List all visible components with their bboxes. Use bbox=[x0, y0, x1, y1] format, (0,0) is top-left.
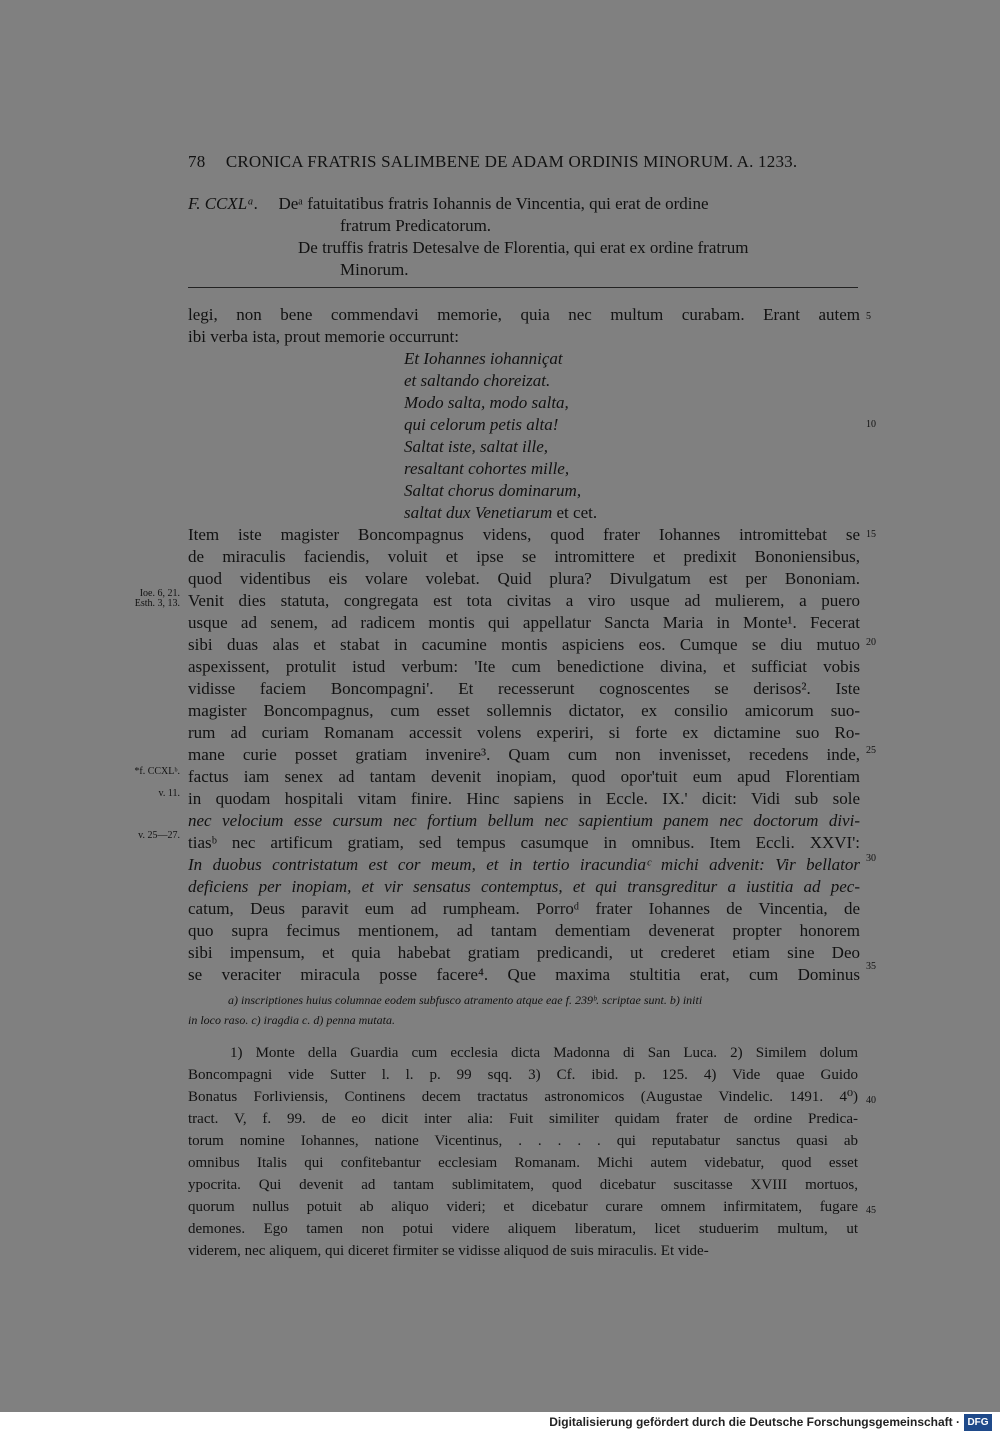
note-line: torum nomine Iohannes, natione Vicentinus, . . . . . qui reputabatur sanctus quasi ab bbox=[188, 1133, 858, 1149]
verse-line: Saltat iste, saltat ille, bbox=[404, 437, 549, 456]
verse-line: qui celorum petis alta! bbox=[404, 415, 559, 434]
line-number: 25 bbox=[866, 745, 876, 756]
note-line: 1) Monte della Guardia cum ecclesia dicta Madonna di San Luca. 2) Similem dolum bbox=[230, 1045, 858, 1061]
verse-line: Modo salta, modo salta, bbox=[404, 393, 569, 412]
note-line: omnibus Italis qui confitebantur ecclesiam Romanam. Michi autem videbatur, quod esset bbox=[188, 1155, 858, 1171]
rubric-text-1: Deᵃ fatuitatibus fratris Iohannis de Vincentia, qui erat de ordine bbox=[278, 194, 709, 213]
apparatus-line: a) inscriptiones huius columnae eodem subfusco atramento atque eae f. 239ᵇ. scriptae sunt. b) initi bbox=[228, 993, 703, 1007]
running-title: CRONICA FRATRIS SALIMBENE DE ADAM ORDINIS MINORUM. A. 1233. bbox=[225, 152, 798, 171]
line-number: 30 bbox=[866, 853, 876, 864]
page-number: 78 bbox=[188, 152, 206, 171]
rubric-line-2: fratrum Predicatorum. bbox=[340, 216, 492, 235]
margin-ref: *f. CCXLᵇ. bbox=[134, 766, 180, 777]
text-line: Venit dies statuta, congregata est tota civitas a viro usque ad mulierem, a puero bbox=[188, 591, 860, 610]
line-number: 35 bbox=[866, 961, 876, 972]
text-line: deficiens per inopiam, et vir sensatus contemptus, et qui transgreditur a iustitia ad pec- bbox=[188, 877, 860, 896]
verse-line: Et Iohannes iohanniçat bbox=[404, 349, 563, 368]
note-line: Boncompagni vide Sutter l. l. p. 99 sqq. 3) Cf. ibid. p. 125. 4) Vide quae Guido bbox=[188, 1067, 858, 1083]
footnotes bbox=[188, 1042, 858, 1262]
verse-line: resaltant cohortes mille, bbox=[404, 459, 570, 478]
text-line: se veraciter miracula posse facere⁴. Que maxima stultitia erat, cum Dominus bbox=[188, 965, 860, 984]
critical-apparatus bbox=[188, 990, 858, 1030]
text-line: Item iste magister Boncompagnus videns, quod frater Iohannes intromittebat se bbox=[188, 525, 860, 544]
running-head bbox=[188, 152, 828, 172]
funding-text: Digitalisierung gefördert durch die Deutsche Forschungsgemeinschaft · bbox=[549, 1415, 960, 1429]
line-number: 40 bbox=[866, 1095, 876, 1106]
main-text bbox=[188, 304, 860, 986]
note-line: tract. V, f. 99. de eo dicit inter alia: Fuit similiter quidam frater de ordine Predica- bbox=[188, 1111, 858, 1127]
note-line: Bonatus Forliviensis, Continens decem tractatus astronomicos (Augustae Vindelic. 1491. 4⁰) bbox=[188, 1089, 858, 1105]
text-line: sibi duas alas et stabat in cacumine montis aspiciens eos. Cumque se diu mutuo bbox=[188, 635, 860, 654]
verse-line: Saltat chorus dominarum, bbox=[404, 481, 582, 500]
chapter-rubric bbox=[188, 193, 868, 281]
verse-text: saltat dux Venetiarum bbox=[404, 503, 553, 522]
text-line: factus iam senex ad tantam devenit inopiam, quod opor'tuit eum apud Florentiam bbox=[188, 767, 860, 786]
rubric-divider bbox=[188, 287, 858, 288]
text-line: In duobus contristatum est cor meum, et in tertio iracundiaᶜ michi advenit: Vir bellator bbox=[188, 855, 860, 874]
margin-ref: v. 11. bbox=[158, 788, 180, 799]
text-line: mane curie posset gratiam invenire³. Quam cum non invenisset, recedens inde, bbox=[188, 745, 860, 764]
margin-ref: Ioe. 6, 21. bbox=[139, 588, 180, 599]
text-line: aspexissent, protulit istud verbum: 'Ite cum benedictione divina, et sufficiat vobis bbox=[188, 657, 860, 676]
line-number: 15 bbox=[866, 529, 876, 540]
text-line: legi, non bene commendavi memorie, quia nec multum curabam. Erant autem bbox=[188, 305, 860, 324]
note-line: ypocrita. Qui devenit ad tantam sublimitatem, quod dicebatur suscitasse XVIII mortuos, bbox=[188, 1177, 858, 1193]
rubric-line-3: De truffis fratris Detesalve de Florentia, qui erat ex ordine fratrum bbox=[298, 238, 749, 257]
text-line: usque ad senem, ad radicem montis qui appellatur Sancta Maria in Monte¹. Fecerat bbox=[188, 613, 860, 632]
note-line: quorum nullus potuit ab aliquo videri; et dicebatur curare omnem infirmitatem, fugare bbox=[188, 1199, 858, 1215]
line-number: 20 bbox=[866, 637, 876, 648]
note-line: viderem, nec aliquem, qui diceret firmiter se vidisse aliquod de suis miraculis. Et vide- bbox=[188, 1243, 709, 1259]
verse-line bbox=[188, 502, 860, 524]
text-line: sibi impensum, et quia habebat gratiam predicandi, ut crederet etiam sine Deo bbox=[188, 943, 860, 962]
text-line: in quodam hospitali vitam finire. Hinc sapiens in Eccle. IX.' dicit: Vidi sub sole bbox=[188, 789, 860, 808]
text-line: ibi verba ista, prout memorie occurrunt: bbox=[188, 327, 459, 346]
margin-ref: v. 25—27. bbox=[138, 830, 180, 841]
apparatus-line: in loco raso. c) iragdia c. d) penna mutata. bbox=[188, 1013, 395, 1027]
verse-line: et saltando choreizat. bbox=[404, 371, 551, 390]
text-line: rum ad curiam Romanam accessit volens experiri, si forte ex dictamine suo Ro- bbox=[188, 723, 860, 742]
folio-mark: F. CCXLᵃ. bbox=[188, 194, 259, 213]
text-line: quo supra fecimus mentionem, ad tantam dementiam devenerat propter honorem bbox=[188, 921, 860, 940]
dfg-logo: DFG bbox=[964, 1414, 992, 1431]
text-line: magister Boncompagnus, cum esset sollemnis dictator, ex consilio amicorum suo- bbox=[188, 701, 860, 720]
margin-ref: Esth. 3, 13. bbox=[134, 598, 180, 609]
rubric-line-1 bbox=[188, 193, 868, 215]
text-line: de miraculis faciendis, voluit et ipse se intromittere et predixit Bononiensibus, bbox=[188, 547, 860, 566]
text-line: catum, Deus paravit eum ad rumpheam. Porroᵈ frater Iohannes de Vincentia, de bbox=[188, 899, 860, 918]
line-number: 10 bbox=[866, 419, 876, 430]
line-number: 45 bbox=[866, 1205, 876, 1216]
text-line: quod videntibus eis volare volebat. Quid plura? Divulgatum est per Bononiam. bbox=[188, 569, 860, 588]
text-line: nec velocium esse cursum nec fortium bellum nec sapientium panem nec doctorum divi- bbox=[188, 811, 860, 830]
text-line: vidisse faciem Boncompagni'. Et recesserunt cognoscentes se derisos². Iste bbox=[188, 679, 860, 698]
line-number: 5 bbox=[866, 311, 871, 322]
funding-footer bbox=[0, 1412, 1000, 1434]
rubric-line-4: Minorum. bbox=[340, 260, 409, 279]
text-line: tiasᵇ nec artificum gratiam, sed tempus casumque in omnibus. Item Eccli. XXVI': bbox=[188, 833, 860, 852]
note-line: demones. Ego tamen non potui videre aliquem liberatum, licet studuerim multum, ut bbox=[188, 1221, 858, 1237]
verse-tail: et cet. bbox=[552, 503, 598, 522]
